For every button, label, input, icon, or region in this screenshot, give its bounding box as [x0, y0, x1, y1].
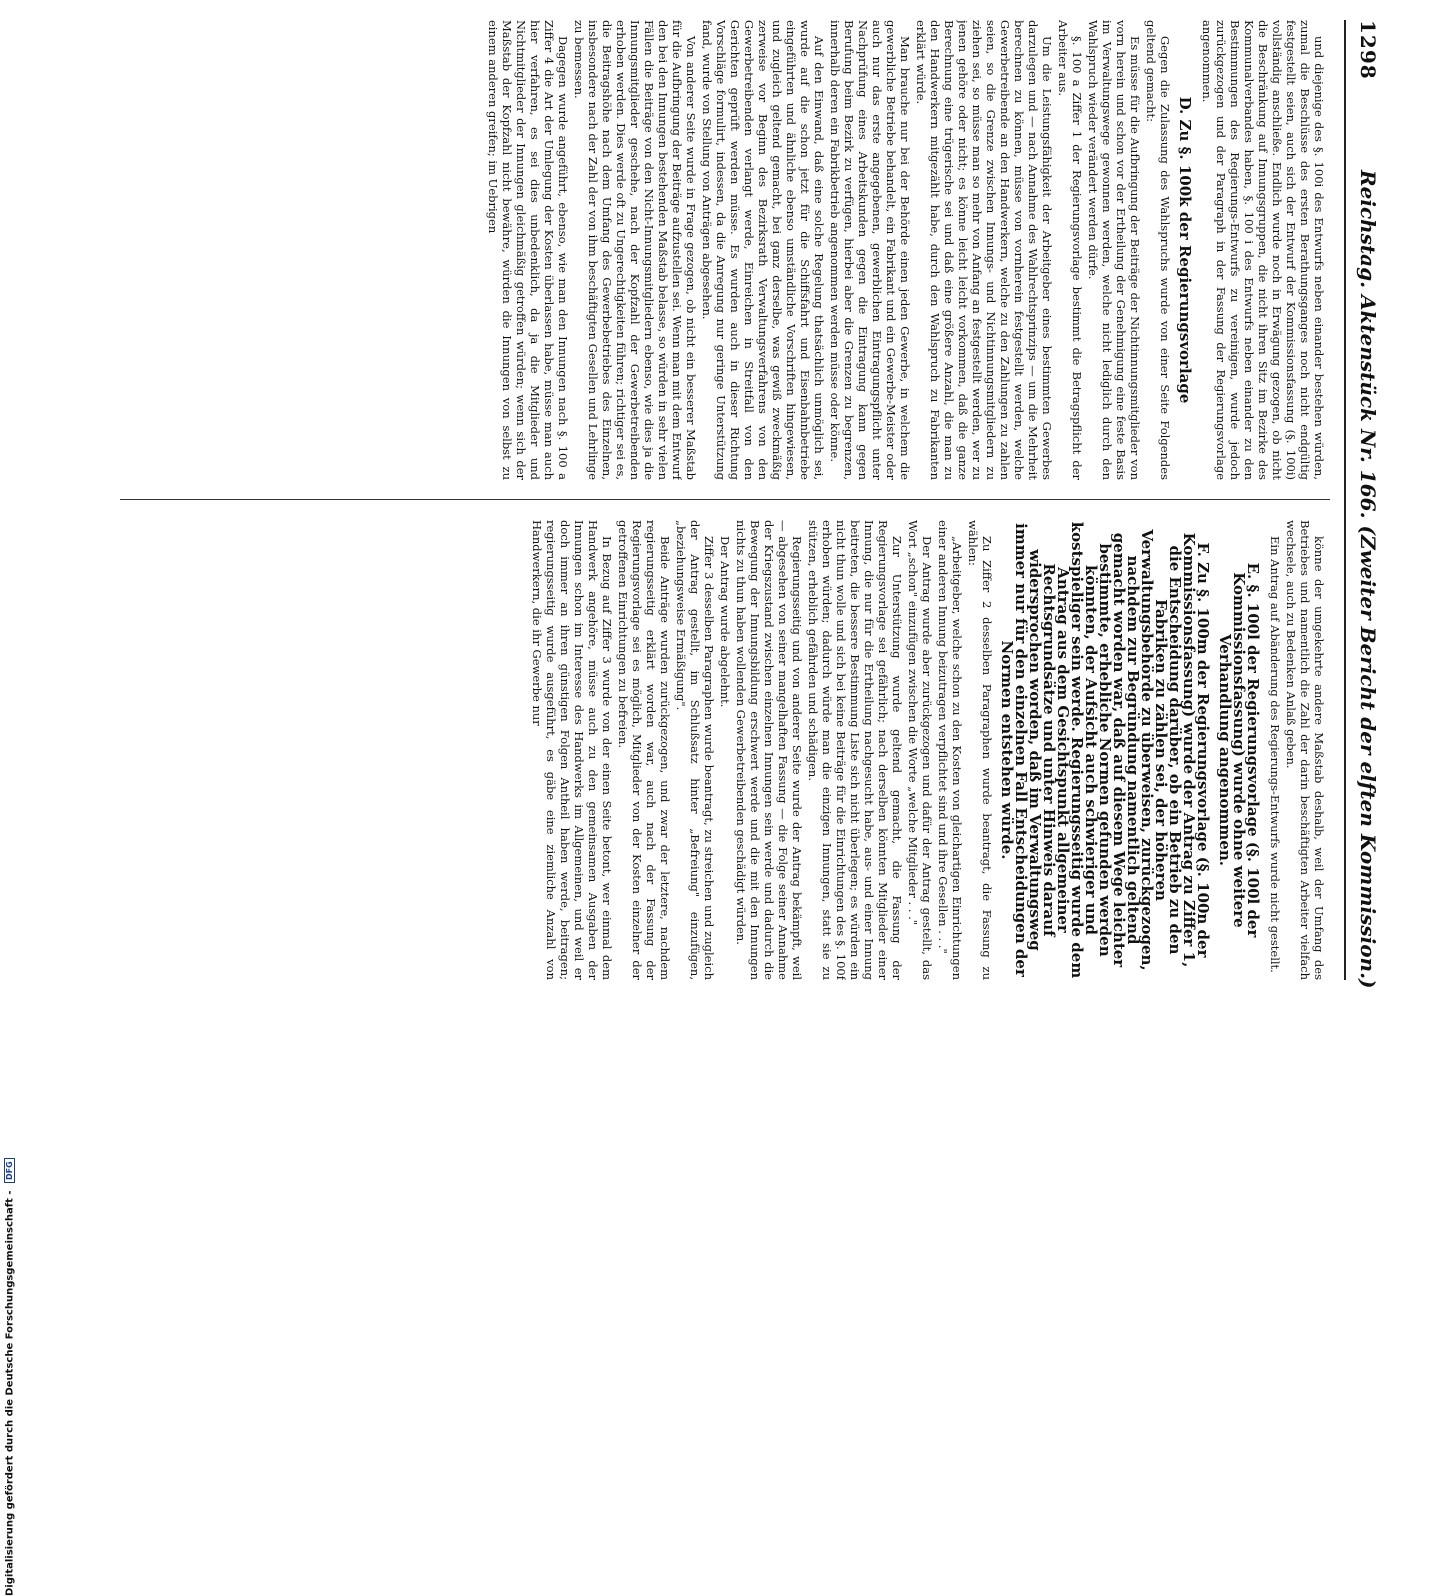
paragraph: „Arbeitgeber, welche schon zu den Kosten von gleichartigen Einrichtungen einer anderen Innung beizutragen verpflichtet sind und ihre Gesellen . . .": [936, 520, 964, 980]
paragraph: Dagegen wurde angeführt, ebenso, wie man den Innungen nach §. 100 a Ziffer 4 die Art der Umlegung der Kosten überlassen habe, müsse man auch hier verfahren, es sei dies unbedenklich, da ja die Mitglieder und Nichtmitglieder der Innungen gleichmäßig getroffen würden; wenn sich der Maßstab der Kopfzahl nicht bewähre, würden die Innungen von selbst zu einem anderen greifen; im Uebrigen: [486, 20, 570, 480]
paragraph: Zu Ziffer 2 desselben Paragraphen wurde beantragt, die Fassung zu wählen:: [966, 520, 994, 980]
rotated-sheet: [96, 20, 1396, 989]
section-heading-e: E. §. 100l der Regierungsvorlage (§. 100l der Kommissionsfassung) wurde ohne weitere Verhandlung angenommen.: [1216, 562, 1262, 938]
section-heading-f: F. Zu §. 100m der Regierungsvorlage (§. 100n der Kommissionsfassung) wurde der Antrag zu Ziffer 1, die Entscheidung darüber, ob ein Betrieb zu den Fabriken zu zählen sei, der höheren Verwaltungsbehörde zu überweisen, zurückgezogen, nachdem zur Begründung namentlich geltend gemacht worden war, daß auf diesem Wege leichter bestimmte, erhebliche Normen gefunden werden könnten, der Aufsicht auch schwieriger und kostspieliger sein werde. Regierungsseitig wurde dem Antrag aus dem Gesichtspunkt allgemeiner Rechtsgrundsätze und unter Hinweis darauf widersprochen worden, daß im Verwaltungsweg immer nur für den einzelnen Fall Entscheidungen der Normen entstehen würde.: [998, 521, 1212, 979]
paragraph: Man brauche nur bei der Behörde einen jeden Gewerbe, in welchem die gewerbliche Betriebe behandelt, ein Fabrikant und ein Gewerbe-Meister oder auch nur das erste angegebenen, gewerblichen Eintragungspflicht unter Nachprüfung eines Arbeitskunden gegen die Eintragung kann gegen Berufung beim Bezirk zu verfügen, hierbei aber die Grenzen zu begrenzen, innerhalb deren ein Fabrikbetrieb angenommen werden müsse oder könne.: [828, 20, 912, 480]
text-column-right: [116, 520, 1326, 980]
running-title: Reichstag. Aktenstück Nr. 166. (Zweiter Bericht der elften Kommission.): [1356, 170, 1380, 989]
paragraph: Ziffer 3 desselben Paragraphen wurde beantragt, zu streichen und zugleich der Antrag gestellt, im Schlußsatz hinter „Befreiung" einzufügen, „beziehungsweise Ermäßigung".: [674, 520, 716, 980]
paragraph: Beide Anträge wurden zurückgezogen, und zwar der letztere, nachdem regierungsseitig erklärt worden war, auch nach der Fassung der Regierungsvorlage sei es möglich, Mitglieder von der Kosten einzelner der getroffenen Einrichtungen zu befreien.: [616, 520, 672, 980]
dfg-logo-icon: DFG: [4, 1158, 15, 1183]
page-number: 1298: [1356, 20, 1380, 80]
paragraph: Zur Unterstützung wurde geltend gemacht, die Fassung der Regierungsvorlage sei gefährlich; nach derselben könnten Mitglieder einer Innung, die nur für die Ertheilung nachgesucht habe, aus- und einer Innung beitreten, die bessere Bestimmung Liste sich nicht überlegen; es würden ein nicht thun wolle und sich bei keine Beiträge für die Einrichtungen des §. 100f erhoben würden; dadurch würde man die einzigen Innungen, statt sie zu stützen, erheblich gefährden und schädigen.: [806, 520, 904, 980]
paragraph: In Bezug auf Ziffer 3 wurde von der einen Seite betont, wer einmal dem Handwerk angehöre, müsse auch zu den gemeinsamen Ausgaben der Innungen schon im Interesse des Handwerks im Allgemeinen, und weil er doch immer an ihren günstigen Folgen Antheil haben werde, beitragen; regierungsseitig wurde ausgeführt, es gäbe eine ziemliche Anzahl von Handwerkern, die ihr Gewerbe nur: [530, 520, 614, 980]
paragraph: Auf den Einwand, daß eine solche Regelung thatsächlich unmöglich sei, wurde auf die schon jetzt für die Schiffsfahrt und Eisenbahnbetriebe eingeführten und ähnliche ebenso umständliche Vorschriften hingewiesen, und zugleich geltend gemacht, bei ganz derselbe, was gewiß zweckmäßig zerweise vor Beginn des Bezirksrath Verwaltungsverfahrens von den Gewerbetreibenden verlangt werde, Einreichen in Streitfall von den Gerichten geprüft werden müsse. Es wurden auch in dieser Richtung Vorschläge formulirt, indessen, da die Anregung nur geringe Unterstützung fand, wurde von Stellung von Anträgen abgesehen.: [700, 20, 826, 480]
digitization-note: [4, 1161, 18, 1596]
paragraph: Gegen die Zulassung des Wahlspruchs wurde von einer Seite Folgendes geltend gemacht:: [1144, 20, 1172, 480]
digitization-text: Digitalisierung gefördert durch die Deutsche Forschungsgemeinschaft -: [4, 1190, 16, 1596]
paragraph: könne der umgekehrte andere Maßstab deshalb, weil der Umfang des Betriebes und namentlich die Zahl der darin beschäftigten Arbeiter vielfach wechsele, auch zu Bedenken Anlaß geben.: [1284, 520, 1326, 980]
page-header: [1336, 20, 1396, 989]
paragraph: Regierungsseitig und von anderer Seite wurde der Antrag bekämpft, weil — abgesehen von seiner mangelhaften Fassung — die Folge seiner Annahme der Kriegszustand zwischen einzelnen Innungen sein werde und dadurch die Bewegung der Innungsbildung erschwert werde und die mit den Innungen nichts zu thun haben wollenden Gewerbetreibenden geschädigt würden.: [734, 520, 804, 980]
paragraph: Es müsse für die Aufbringung der Beiträge der Nichtinnungsmitglieder von vorn herein und schon vor der Ertheilung der Genehmigung eine feste Basis im Verwaltungswege gewonnen werden, welche nicht lediglich durch den Wahlspruch wieder verändert werden dürfe.: [1086, 20, 1142, 480]
paragraph: §. 100 a Ziffer 1 der Regierungsvorlage bestimmt die Betragspflicht der Arbeiter aus.: [1056, 20, 1084, 480]
text-column-left: [116, 20, 1326, 480]
paragraph: Der Antrag wurde abgelehnt.: [718, 536, 732, 708]
paragraph: und diejenige des §. 100i des Entwurfs neben einander bestehen würden, zumal die Beschlüsse des ersten Berathungsganges noch nicht endgültig festgestellt seien, auch sich der Entwurf der Kommissionsfassung (§. 100i) vollständig anschließe. Endlich wurde noch in Erwägung gezogen, ob nicht die Beschränkung auf Innungsgruppen, die nicht ihren Sitz im Bezirke des Kommunalverbandes haben, §. 100 i des Entwurfs neben einander zu den Bestimmungen des Regierungs-Entwurfs zu vereinigen, wurde jedoch zurückgezogen und der Paragraph in der Fassung der Regierungsvorlage angenommen.: [1200, 20, 1326, 480]
paragraph: Ein Antrag auf Abänderung des Regierungs-Entwurfs wurde nicht gestellt.: [1268, 536, 1282, 973]
paragraph: Der Antrag wurde aber zurückgezogen und dafür der Antrag gestellt, das Wort „schon" einzufügen zwischen die Worte „welche Mitglieder . . .": [906, 520, 934, 980]
column-divider: [120, 499, 1330, 500]
header-rule: [1344, 20, 1346, 980]
paragraph: Von anderer Seite wurde in Frage gezogen, ob nicht ein besserer Maßstab für die Aufbringung der Beiträge aufzustellen sei. Wenn man mit dem Entwurf den bei den Innungen bestehenden Maßstab belasse, so würden in sehr vielen Fällen die Beiträge von den Nicht-Innungsmitgliedern ebenso, wie dies ja die Innungsmitglieder geschehe, nach der Kopfzahl der Gewerbetreibenden erhoben werden. Dies werde oft zu Ungerechtigkeiten führen; richtiger sei es, die Beitragshöhe nach dem Umfang des Gewerbebetriebes des Einzelnen, insbesondere nach der Zahl der von ihm beschäftigten Gesellen und Lehrlinge zu bemessen.: [572, 20, 698, 480]
paragraph: Um die Leistungsfähigkeit der Arbeitgeber eines bestimmten Gewerbes darzulegen und — nach Annahme des Wahlrechtsprinzips — um die Mehrheit berechnen zu können, müsse von vornherein festgestellt werden, welche Gewerbetreibende an den Handwerkern, welche zu den Zahlungen zu zahlen seien, so die Grenze zwischen Innungs- und Nichtinnungsmitgliedern zu ziehen sei, so müsse man so mehr von Anfang an festgestellt werden, wer zu jenen gehöre oder nicht; es könne leicht leicht vorkommen, daß die ganze Berechnung eine trügerische sei und daß eine größere Anzahl, die man zu den Handwerkern mitgezählt habe, durch den Wahlspruch zu Fabrikanten erklärt würde.: [914, 20, 1054, 480]
section-heading-d: D. Zu §. 100k der Regierungsvorlage: [1176, 96, 1194, 404]
